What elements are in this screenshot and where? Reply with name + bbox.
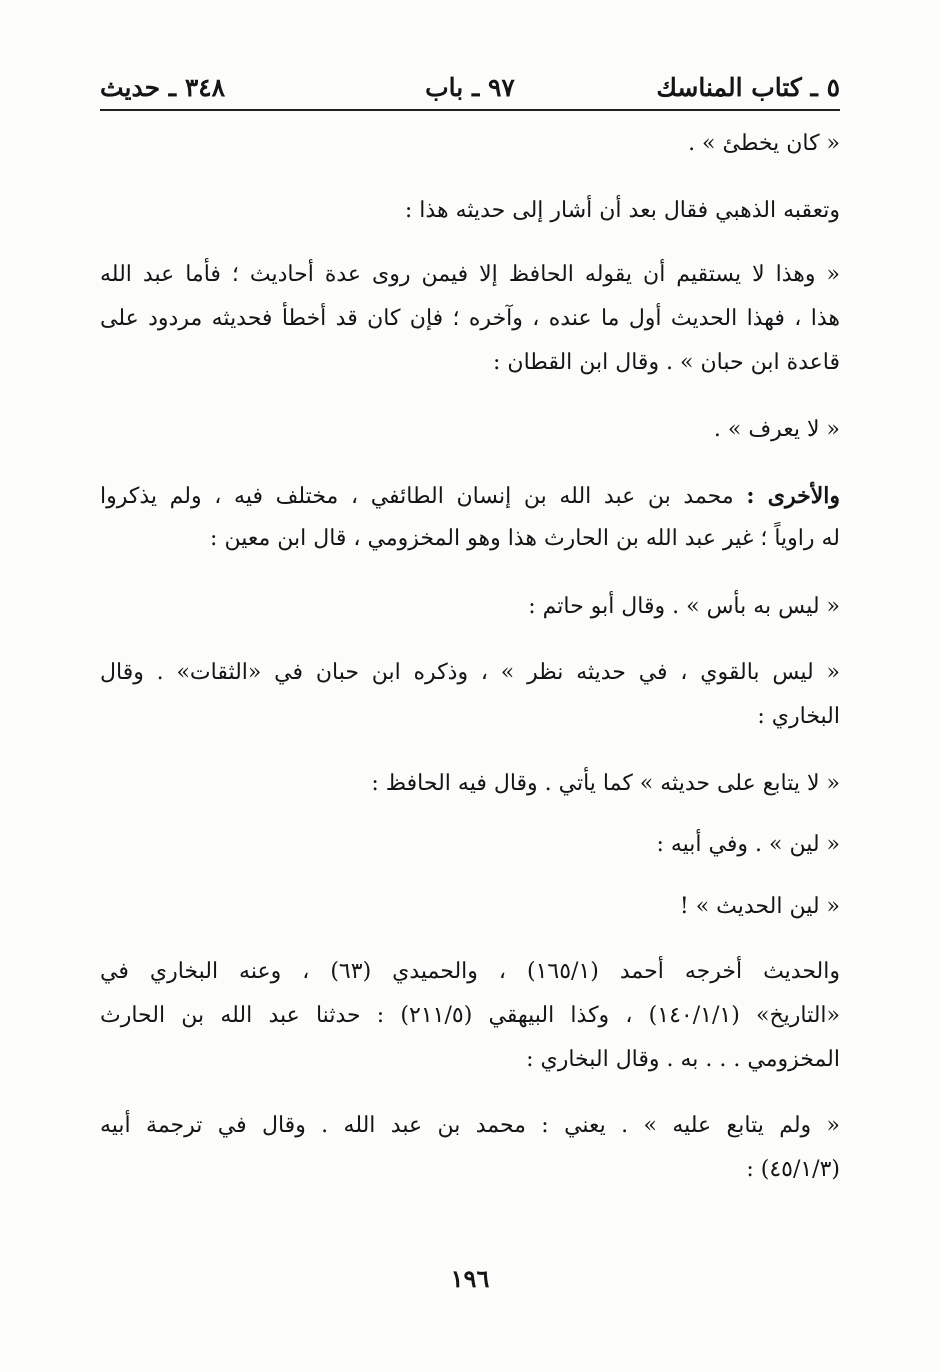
text-line: المخزومي . . . به . وقال البخاري : bbox=[526, 1047, 840, 1072]
header-section: ٩٧ ـ باب bbox=[425, 73, 515, 102]
text-line: « ليس بالقوي ، في حديثه نظر » ، وذكره ابن حبان في «الثقات» . وقال bbox=[100, 660, 840, 685]
text-line: « لين الحديث » ! bbox=[679, 894, 840, 919]
text-line-rest: محمد بن عبد الله بن إنسان الطائفي ، مختلف فيه ، ولم يذكروا bbox=[100, 484, 734, 509]
text-line: قاعدة ابن حبان » . وقال ابن القطان : bbox=[493, 350, 840, 375]
text-line: « لين » . وفي أبيه : bbox=[656, 832, 840, 857]
text-line-lead bbox=[100, 477, 840, 515]
text-line: « ليس به بأس » . وقال أبو حاتم : bbox=[528, 594, 840, 619]
text-line: وتعقبه الذهبي فقال بعد أن أشار إلى حديثه هذا : bbox=[404, 198, 840, 223]
text-line: هذا ، فهذا الحديث أول ما عنده ، وآخره ؛ فإن كان قد أخطأ فحديثه مردود على bbox=[100, 306, 840, 331]
text-line: « كان يخطئ » . bbox=[688, 131, 840, 156]
text-line: « لا يعرف » . bbox=[713, 417, 840, 442]
header-rule bbox=[100, 109, 840, 111]
text-line: له راوياً ؛ غير عبد الله بن الحارث هذا وهو المخزومي ، قال ابن معين : bbox=[210, 526, 840, 551]
text-line: والحديث أخرجه أحمد (١٦٥/١) ، والحميدي (٦٣) ، وعنه البخاري في bbox=[100, 959, 840, 984]
text-line: (٤٥/١/٣) : bbox=[746, 1157, 840, 1182]
lead-word: والأخرى : bbox=[746, 483, 841, 509]
header-hadith-number: ٣٤٨ ـ حديث bbox=[100, 73, 226, 102]
header-chapter: ٥ ـ كتاب المناسك bbox=[656, 73, 840, 102]
text-line: « ولم يتابع عليه » . يعني : محمد بن عبد الله . وقال في ترجمة أبيه bbox=[100, 1113, 840, 1138]
text-line: « لا يتابع على حديثه » كما يأتي . وقال فيه الحافظ : bbox=[371, 771, 840, 796]
page-number: ١٩٦ bbox=[450, 1264, 490, 1293]
text-line: «التاريخ» (١٤٠/١/١) ، وكذا البيهقي (٢١١/٥) : حدثنا عبد الله بن الحارث bbox=[100, 1003, 841, 1028]
text-line: البخاري : bbox=[757, 704, 840, 729]
text-line: « وهذا لا يستقيم أن يقوله الحافظ إلا فيمن روى عدة أحاديث ؛ فأما عبد الله bbox=[100, 262, 840, 287]
running-header bbox=[100, 70, 840, 106]
